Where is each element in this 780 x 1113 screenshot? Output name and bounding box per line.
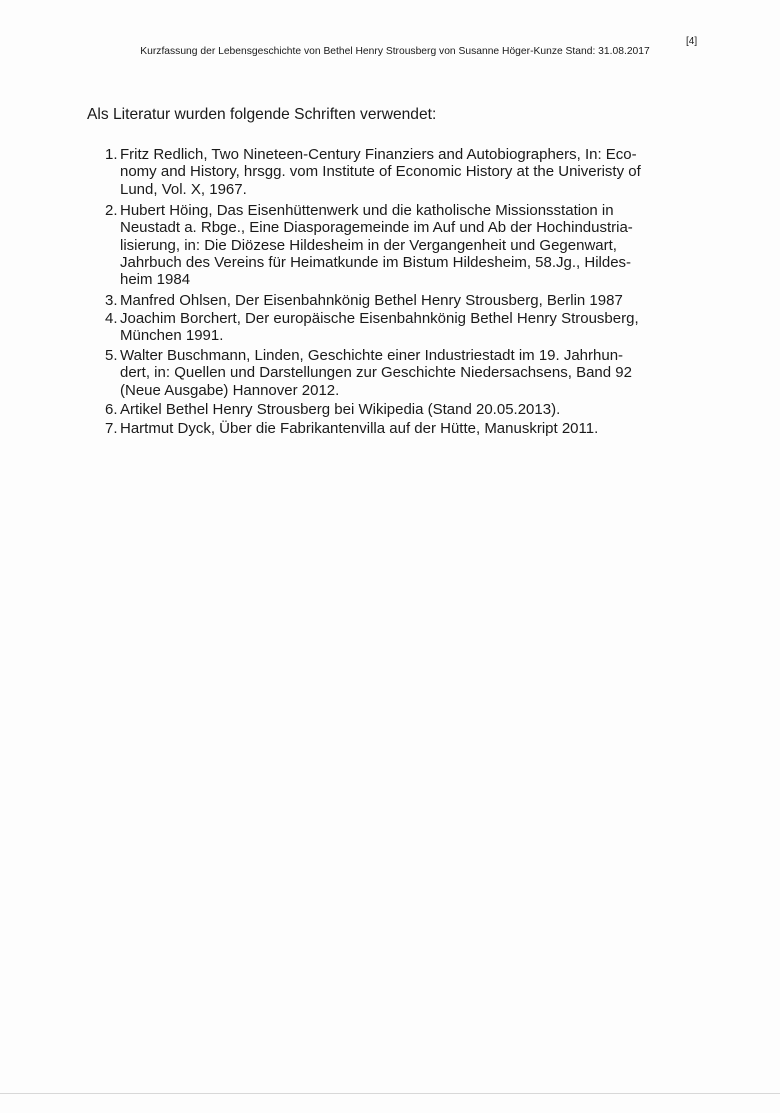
reference-text bbox=[120, 310, 639, 345]
reference-text bbox=[120, 292, 623, 309]
running-header: Kurzfassung der Lebensgeschichte von Bethel Henry Strousberg von Susanne Höger-Kunze Stand: 31.08.2017 bbox=[140, 46, 650, 57]
reference-number: 6. bbox=[105, 401, 118, 418]
reference-number: 4. bbox=[105, 310, 118, 327]
reference-line: (Neue Ausgabe) Hannover 2012. bbox=[120, 381, 340, 399]
reference-line: Lund, Vol. X, 1967. bbox=[120, 180, 247, 198]
reference-line: München 1991. bbox=[120, 327, 224, 345]
reference-number: 2. bbox=[105, 202, 118, 219]
reference-text bbox=[120, 401, 560, 418]
reference-line: Fritz Redlich, Two Nineteen-Century Finanziers and Autobiographers, In: Eco- bbox=[120, 146, 637, 163]
scan-edge-divider bbox=[0, 1093, 780, 1094]
reference-number: 7. bbox=[105, 420, 118, 437]
reference-line: Joachim Borchert, Der europäische Eisenbahnkönig Bethel Henry Strousberg, bbox=[120, 310, 639, 327]
reference-line: Hartmut Dyck, Über die Fabrikantenvilla auf der Hütte, Manuskript 2011. bbox=[120, 420, 599, 437]
reference-number: 1. bbox=[105, 146, 118, 163]
reference-number: 3. bbox=[105, 292, 118, 309]
reference-text bbox=[120, 146, 641, 198]
reference-line: dert, in: Quellen und Darstellungen zur Geschichte Niedersachsens, Band 92 bbox=[120, 364, 632, 382]
reference-line: Hubert Höing, Das Eisenhüttenwerk und die katholische Missionsstation in bbox=[120, 202, 614, 219]
reference-line: Manfred Ohlsen, Der Eisenbahnkönig Bethel Henry Strousberg, Berlin 1987 bbox=[120, 292, 623, 309]
reference-text bbox=[120, 347, 632, 399]
reference-line: Jahrbuch des Vereins für Heimatkunde im Bistum Hildesheim, 58.Jg., Hildes- bbox=[120, 253, 632, 271]
reference-line: Walter Buschmann, Linden, Geschichte einer Industriestadt im 19. Jahrhun- bbox=[120, 347, 624, 364]
reference-number: 5. bbox=[105, 347, 118, 364]
page-number: [4] bbox=[686, 36, 698, 47]
reference-line: lisierung, in: Die Diözese Hildesheim in der Vergangenheit und Gegenwart, bbox=[120, 236, 617, 254]
section-heading: Als Literatur wurden folgende Schriften verwendet: bbox=[87, 106, 437, 123]
reference-line: Artikel Bethel Henry Strousberg bei Wikipedia (Stand 20.05.2013). bbox=[120, 401, 561, 418]
reference-line: Neustadt a. Rbge., Eine Diasporagemeinde im Auf und Ab der Hochindustria- bbox=[120, 219, 633, 237]
reference-line: nomy and History, hrsgg. vom Institute of Economic History at the Univeristy of bbox=[120, 163, 641, 181]
reference-text bbox=[120, 202, 633, 288]
reference-line: heim 1984 bbox=[120, 271, 191, 289]
reference-text bbox=[120, 420, 598, 437]
